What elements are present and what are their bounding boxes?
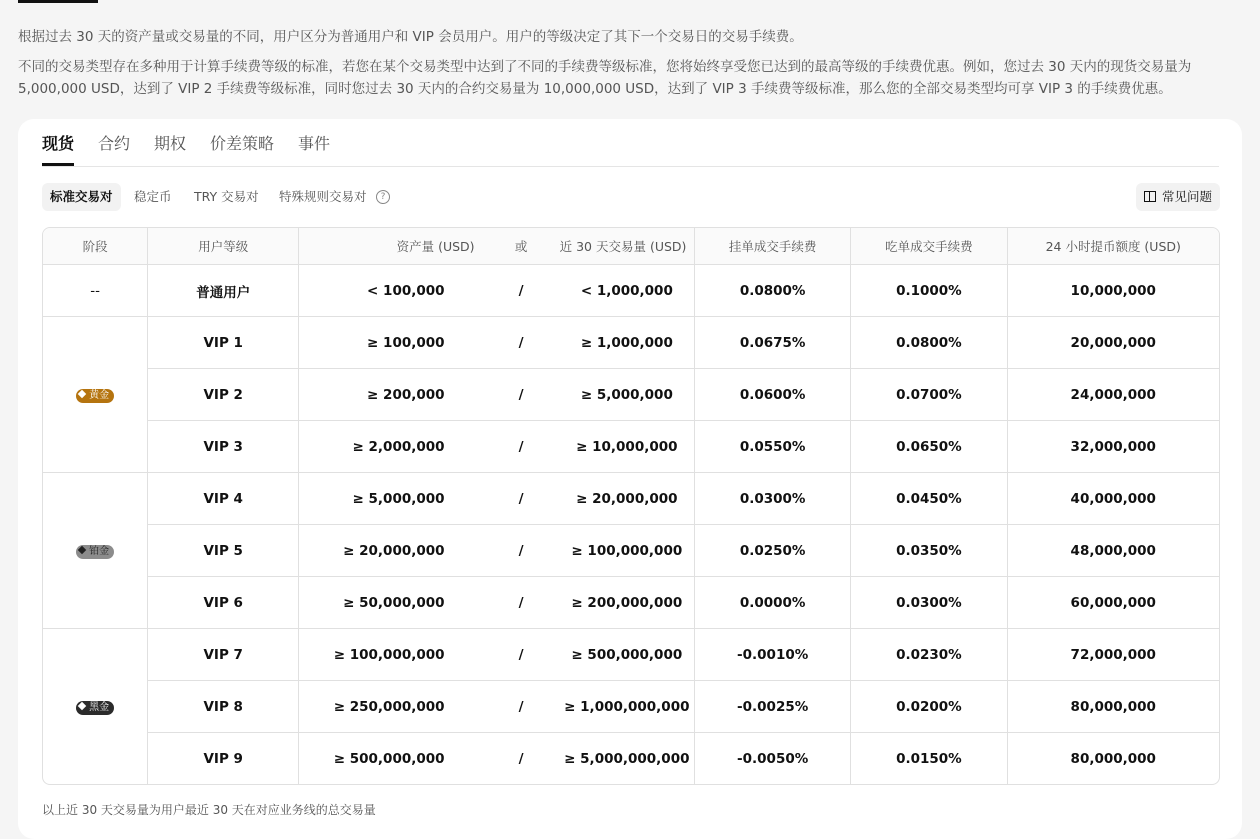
taker-fee-cell: 0.0230% <box>851 629 1007 681</box>
header-level: 用户等级 <box>148 228 299 265</box>
tab-spread[interactable]: 价差策略 <box>210 134 275 153</box>
tier-label: 黄金 <box>89 390 110 401</box>
withdraw-limit-cell: 40,000,000 <box>1008 473 1220 525</box>
separator-cell: / <box>483 577 560 629</box>
tab-events[interactable]: 事件 <box>298 134 331 153</box>
taker-fee-cell: 0.0200% <box>851 681 1007 733</box>
table-row <box>43 421 1219 473</box>
header-stage: 阶段 <box>43 228 148 265</box>
question-circle-icon[interactable]: ? <box>376 190 390 204</box>
separator-cell: / <box>518 750 524 767</box>
table-row <box>43 681 1219 733</box>
diamond-icon <box>78 390 86 398</box>
maker-fee-cell: 0.0800% <box>695 265 851 317</box>
maker-fee-cell: 0.0300% <box>695 473 851 525</box>
maker-fee-cell: 0.0000% <box>695 577 851 629</box>
assets-cell: ≥ 50,000,000 <box>299 577 482 629</box>
table-row <box>43 265 1219 317</box>
faq-label: 常见问题 <box>1161 189 1212 204</box>
separator-cell: / <box>483 473 560 525</box>
diamond-icon <box>78 702 86 710</box>
level-cell: 普通用户 <box>148 265 299 317</box>
volume-cell: ≥ 5,000,000,000 <box>560 733 695 784</box>
assets-cell: ≥ 100,000 <box>299 317 482 369</box>
assets-cell: ≥ 500,000,000 <box>333 750 445 767</box>
table-row <box>43 577 1219 629</box>
diamond-icon <box>78 546 86 554</box>
tier-badge-gold <box>76 389 114 403</box>
table-row <box>43 473 1219 525</box>
level-cell: VIP 5 <box>148 525 299 577</box>
taker-fee-cell: 0.0350% <box>851 525 1007 577</box>
separator-cell: / <box>483 629 560 681</box>
withdraw-limit-cell: 32,000,000 <box>1008 421 1220 473</box>
volume-cell: ≥ 100,000,000 <box>560 525 695 577</box>
header-assets: 资产量 (USD) <box>299 228 482 265</box>
volume-cell: ≥ 5,000,000 <box>560 369 695 421</box>
tier-cell-gold <box>43 317 148 473</box>
footnote: 以上近 30 天交易量为用户最近 30 天在对应业务线的总交易量 <box>42 803 376 817</box>
level-cell: VIP 7 <box>148 629 299 681</box>
separator-cell: / <box>483 265 560 317</box>
maker-fee-cell: 0.0600% <box>695 369 851 421</box>
tier-cell-platinum <box>43 473 148 629</box>
tier-cell-black <box>43 629 148 784</box>
maker-fee-cell: 0.0250% <box>695 525 851 577</box>
taker-fee-cell: 0.0650% <box>851 421 1007 473</box>
table-row <box>43 369 1219 421</box>
active-tab-indicator <box>42 163 74 166</box>
withdraw-limit-cell: 10,000,000 <box>1008 265 1220 317</box>
assets-cell: ≥ 200,000 <box>299 369 482 421</box>
top-tab-indicator <box>18 0 98 3</box>
stage-cell: -- <box>43 265 148 317</box>
header-or: 或 <box>483 228 560 265</box>
intro-paragraph-1: 根据过去 30 天的资产量或交易量的不同，用户区分为普通用户和 VIP 会员用户。用户的等级决定了其下一个交易日的交易手续费。 <box>18 29 803 45</box>
header-withdraw-limit: 24 小时提币额度 (USD) <box>1008 228 1220 265</box>
level-cell: VIP 1 <box>148 317 299 369</box>
tab-options[interactable]: 期权 <box>154 134 187 153</box>
withdraw-limit-cell: 24,000,000 <box>1008 369 1220 421</box>
tab-futures[interactable]: 合约 <box>98 134 131 153</box>
level-cell: VIP 9 <box>148 733 299 784</box>
subtab-stablecoin[interactable]: 稳定币 <box>134 189 172 204</box>
header-taker-fee: 吃单成交手续费 <box>851 228 1007 265</box>
tab-spot[interactable]: 现货 <box>42 134 75 153</box>
separator-cell: / <box>483 317 560 369</box>
separator-cell: / <box>483 369 560 421</box>
volume-cell: ≥ 1,000,000 <box>560 317 695 369</box>
separator-cell: / <box>483 421 560 473</box>
separator-cell: / <box>483 525 560 577</box>
tier-label: 黑金 <box>89 702 110 713</box>
level-cell: VIP 3 <box>148 421 299 473</box>
maker-fee-cell: 0.0675% <box>695 317 851 369</box>
withdraw-limit-cell: 60,000,000 <box>1008 577 1220 629</box>
level-cell: VIP 8 <box>148 681 299 733</box>
level-cell: VIP 4 <box>148 473 299 525</box>
volume-cell: ≥ 20,000,000 <box>560 473 695 525</box>
separator-cell: / <box>483 681 560 733</box>
tier-badge-black <box>76 701 114 715</box>
withdraw-limit-cell: 80,000,000 <box>1070 750 1156 767</box>
maker-fee-cell: 0.0550% <box>695 421 851 473</box>
withdraw-limit-cell: 20,000,000 <box>1008 317 1220 369</box>
volume-cell: ≥ 500,000,000 <box>560 629 695 681</box>
maker-fee-cell: -0.0025% <box>695 681 851 733</box>
taker-fee-cell: 0.0450% <box>851 473 1007 525</box>
tier-badge-platinum <box>76 545 114 559</box>
withdraw-limit-cell: 80,000,000 <box>1008 681 1220 733</box>
table-header-row <box>43 228 1219 265</box>
header-maker-fee: 挂单成交手续费 <box>695 228 851 265</box>
withdraw-limit-cell: 48,000,000 <box>1008 525 1220 577</box>
taker-fee-cell: 0.1000% <box>851 265 1007 317</box>
faq-button[interactable] <box>1136 183 1220 211</box>
level-cell: VIP 6 <box>148 577 299 629</box>
book-icon <box>1144 191 1156 202</box>
table-row <box>43 525 1219 577</box>
taker-fee-cell: 0.0300% <box>851 577 1007 629</box>
volume-cell: < 1,000,000 <box>560 265 695 317</box>
withdraw-limit-cell: 72,000,000 <box>1008 629 1220 681</box>
tier-label: 铂金 <box>89 546 110 557</box>
fee-card <box>18 119 1242 839</box>
assets-cell: ≥ 100,000,000 <box>299 629 482 681</box>
header-volume: 近 30 天交易量 (USD) <box>560 228 695 265</box>
volume-cell: ≥ 1,000,000,000 <box>560 681 695 733</box>
table-row <box>43 733 1219 784</box>
subtab-special[interactable]: 特殊规则交易对 <box>279 189 367 204</box>
subtab-try[interactable]: TRY 交易对 <box>194 189 259 204</box>
taker-fee-cell: 0.0150% <box>851 733 1007 784</box>
table-row <box>43 317 1219 369</box>
assets-cell: < 100,000 <box>299 265 482 317</box>
level-cell: VIP 2 <box>148 369 299 421</box>
assets-cell: ≥ 5,000,000 <box>299 473 482 525</box>
intro-text <box>18 26 1242 108</box>
volume-cell: ≥ 200,000,000 <box>560 577 695 629</box>
volume-cell: ≥ 10,000,000 <box>560 421 695 473</box>
taker-fee-cell: 0.0700% <box>851 369 1007 421</box>
assets-cell: ≥ 250,000,000 <box>299 681 482 733</box>
subtab-standard[interactable]: 标准交易对 <box>42 183 121 211</box>
fee-table <box>42 227 1220 785</box>
intro-paragraph-2: 不同的交易类型存在多种用于计算手续费等级的标准，若您在某个交易类型中达到了不同的手续费等级标准，您将始终享受您已达到的最高等级的手续费优惠。例如，您过去 30 天内的现货交易量为 5,000,000 USD，达到了 VIP 2 手续费等级标准，同时您过去 30 天内的合约交易量为 10,000,000 USD，达到了 VIP 3 手续费等级标准，那么您的全部交易类型均可享 VIP 3 的手续费优惠。 <box>18 59 1192 97</box>
taker-fee-cell: 0.0800% <box>851 317 1007 369</box>
category-tabs <box>42 119 1219 167</box>
maker-fee-cell: -0.0050% <box>695 733 851 784</box>
assets-cell: ≥ 20,000,000 <box>299 525 482 577</box>
table-row <box>43 629 1219 681</box>
maker-fee-cell: -0.0010% <box>695 629 851 681</box>
assets-cell: ≥ 2,000,000 <box>299 421 482 473</box>
